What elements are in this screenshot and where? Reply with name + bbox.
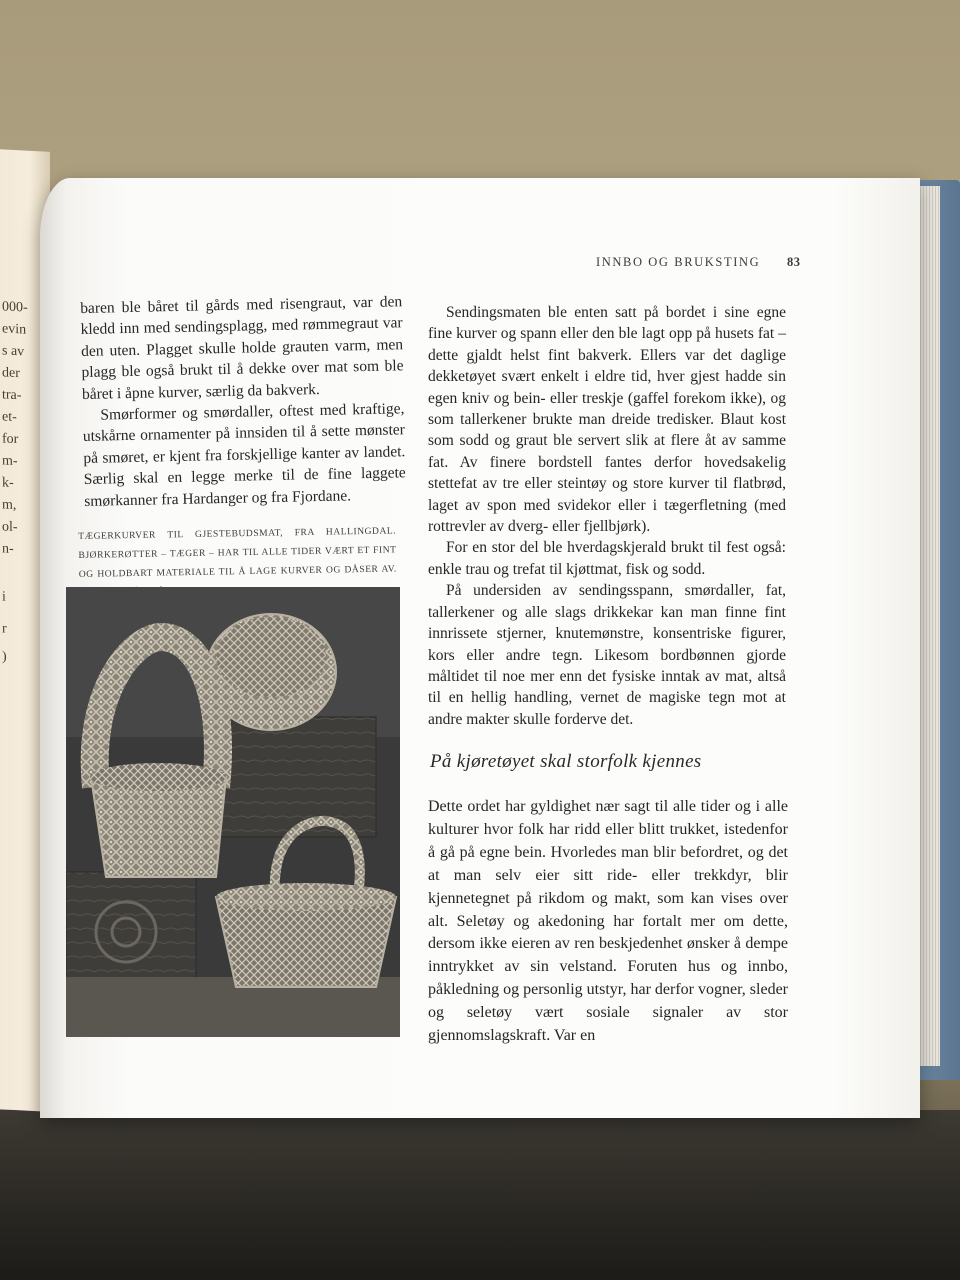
- paragraph: Smørformer og smørdaller, oftest med kraftige, utskårne ornamenter på innsiden til å sette mønster på smøret, er kjent fra forskjellige kanter av landet. Særlig skal en legge merke til de fine laggete smørkanner fra Hardanger og fra Fjordane.: [82, 400, 406, 510]
- left-fragment: for: [2, 431, 19, 448]
- basket-photo: [66, 587, 400, 1037]
- paragraph: For en stor del ble hverdagskjerald brukt til fest også: enkle trau og trefat til kjøttmat, fisk og sodd.: [428, 539, 786, 578]
- section-heading: På kjøretøyet skal storfolk kjennes: [430, 751, 702, 772]
- right-column: [428, 302, 786, 730]
- photo-caption: TÆGERKURVER TIL GJESTEBUDSMAT, FRA HALLINGDAL. BJØRKERØTTER – TÆGER – HAR TIL ALLE TIDER VÆRT ET FINT OG HOLDBART MATERIALE TIL Å LAGE KURVER OG DÅSER AV.: [78, 525, 397, 580]
- page-number: 83: [786, 255, 801, 269]
- left-fragment: m-: [2, 453, 18, 470]
- left-fragment: tra-: [2, 387, 22, 404]
- left-fragment: 000-: [2, 299, 28, 316]
- left-fragment: evin: [2, 321, 27, 338]
- left-fragment: k-: [2, 475, 14, 491]
- left-fragment: der: [2, 365, 20, 382]
- left-fragment: ): [2, 649, 7, 665]
- left-fragment: n-: [2, 541, 14, 557]
- left-fragment: m,: [2, 497, 17, 514]
- paragraph: Sendingsmaten ble enten satt på bordet i sine egne fine kurver og spann eller den ble lagt opp på husets fat – dette gjaldt helst fint bakverk. Ellers var det daglige dekketøyet svært enkelt i eldre tid, hver gjest hadde sin egen kniv og bein- eller treskje (gaffel forekom ikke), og som tallerkener brukte man dreide tredisker. Blaut kost som sodd og graut ble servert slik at flere åt av samme fat. Av finere bordstell fantes derfor hovedsakelig stettefat av tre eller steintøy og store kurver til flatbrød, laget av spon med svidekor eller i tægerfletning (med rottrevler av dverg- eller fjellbjørk).: [428, 304, 786, 536]
- left-fragment: r: [2, 621, 7, 637]
- left-fragment: ol-: [2, 519, 18, 536]
- running-header: [596, 255, 800, 270]
- section-body: [428, 796, 788, 1048]
- paragraph: Dette ordet har gyldighet nær sagt til alle tider og i alle kulturer hvor folk har ridd eller blitt trukket, istedenfor å gå på egne bein. Hvorledes man blir befordret, og det at man selv eier sitt ride- eller trekkdyr, blir kjennetegnet på rikdom og makt, som kan vises over alt. Seletøy og akedoning har fortalt mer om dette, dersom ikke eieren av ren beskjedenhet ønsker å dempe inntrykket av sin velstand. Foruten hus og innbo, påkledning og personlig utstyr, har derfor vogner, sleder og seletøy vært sosiale signaler av stor gjennomslagskraft. Var en: [428, 798, 788, 1045]
- table-surface: [0, 1110, 960, 1280]
- left-fragment: s av: [2, 343, 25, 360]
- left-column: [80, 291, 406, 512]
- paragraph: På undersiden av sendingsspann, smørdaller, fat, tallerkener og alle slags drikkekar kan man finne fint innrissete stjerner, knutemønstre, konsentriske figurer, kors eller andre tegn. Likesom bordbønnen gjorde måltidet til noe mer enn det fysiske inntak av mat, altså til en hellig handling, vernet de magiske tegn mot at andre makter skulle forderve det.: [428, 582, 786, 728]
- basket-photo-illustration: [66, 587, 400, 1037]
- left-fragment: i: [2, 589, 6, 605]
- paragraph: baren ble båret til gårds med risengraut, var den kledd inn med sendingsplagg, med rømmegraut var den uten. Plagget skulle holde grauten varm, men plagg ble også brukt til å dekke over mat som ble båret i åpne kurver, særlig da bakverk.: [80, 293, 404, 403]
- chapter-title: INNBO OG BRUKSTING: [596, 255, 761, 269]
- left-fragment: et-: [2, 409, 17, 426]
